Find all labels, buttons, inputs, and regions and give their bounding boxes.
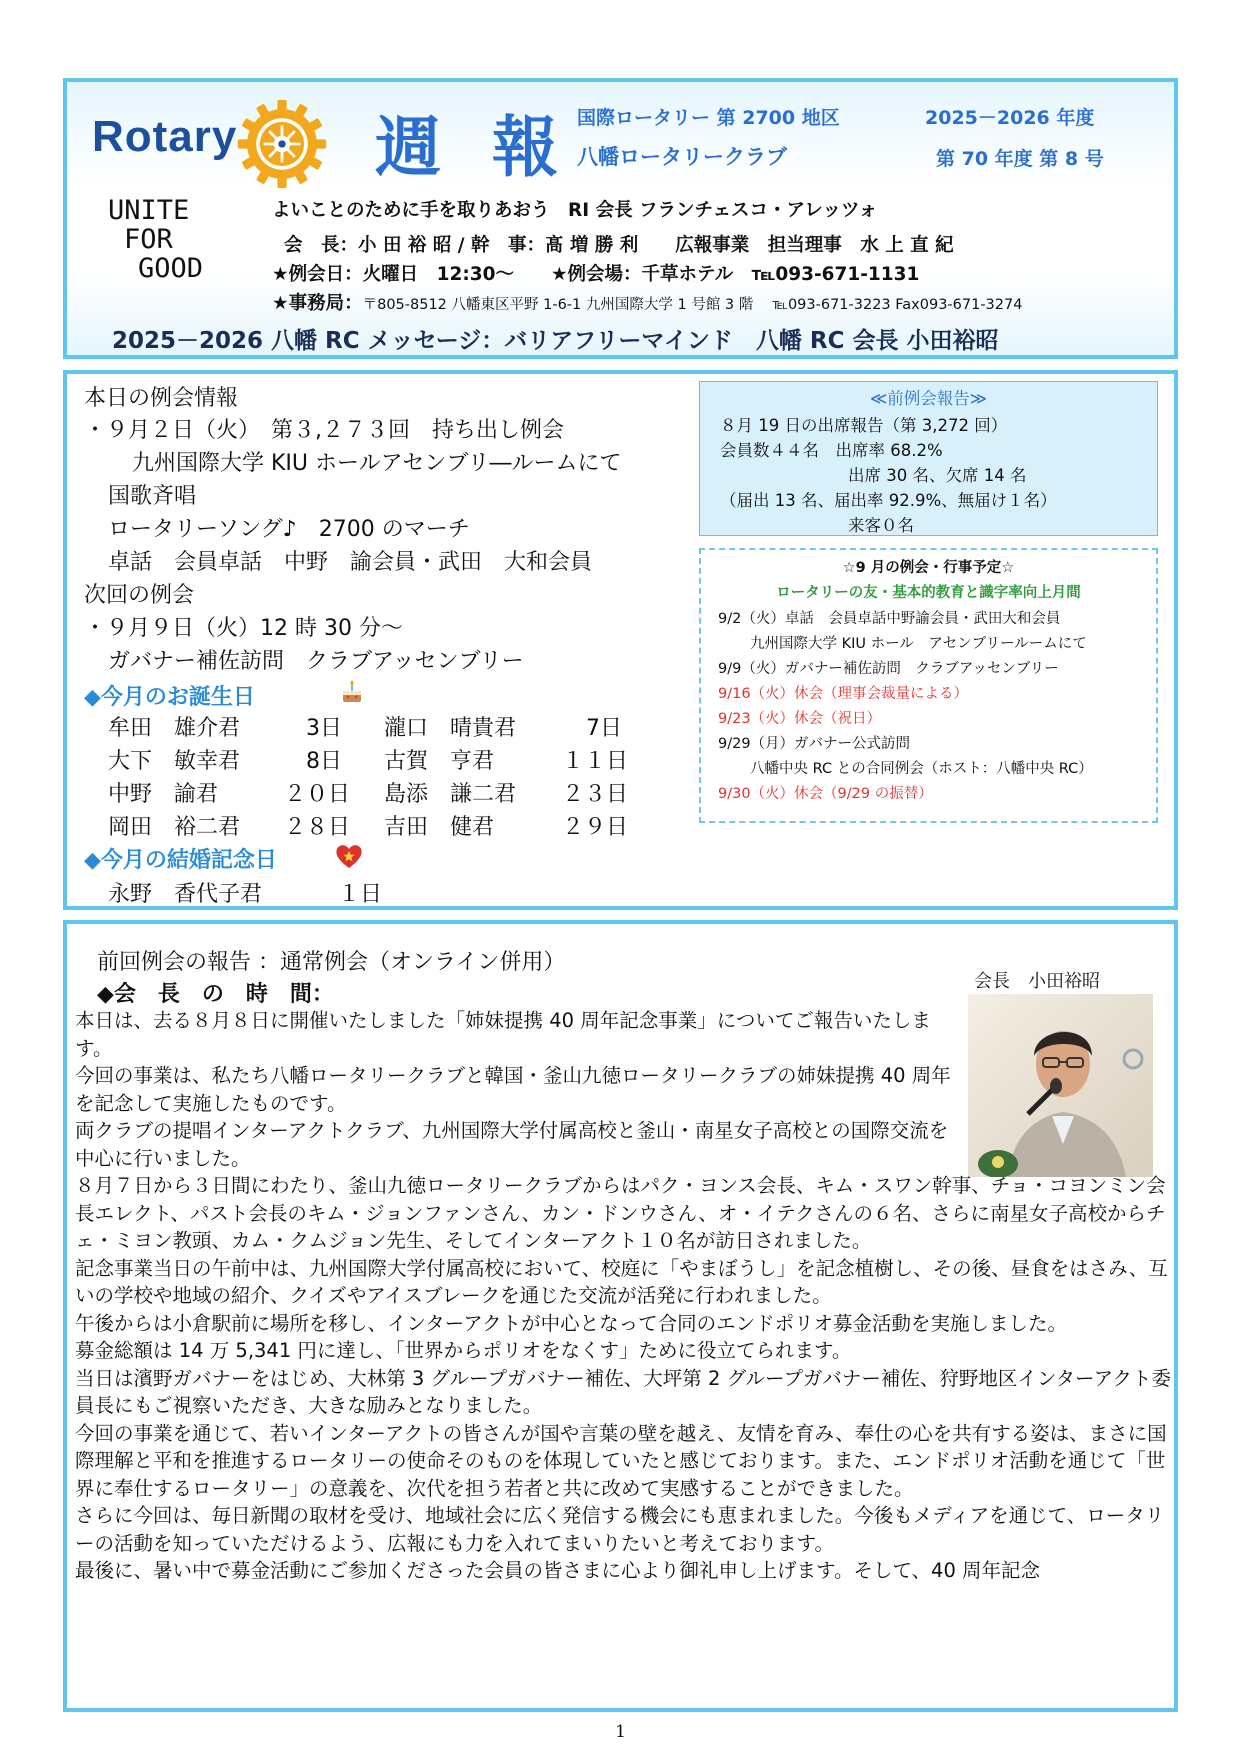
next-heading: 次回の例会 bbox=[84, 583, 195, 608]
attendance-line: 出席 30 名、欠席 14 名 bbox=[848, 466, 1027, 485]
club-message: 2025－2026 八幡 RC メッセージ：バリアフリーマインド 八幡 RC 会長 小田裕昭 bbox=[112, 328, 999, 354]
attendance-line: ８月 19 日の出席報告（第 3,272 回） bbox=[720, 416, 1008, 435]
report-paragraph: さらに今回は、毎日新聞の取材を受け、地域社会に広く発信する機会にも恵まれました。今後もメディアを通じて、ロータリーの活動を知っていただけるよう、広報にも力を入れてまいりたいと考えております。 bbox=[75, 1504, 1165, 1555]
previous-report-heading: ≪前例会報告≫ bbox=[869, 389, 988, 408]
report-paragraph: 記念事業当日の午前中は、九州国際大学付属高校において、校庭に「やまぼうし」を記念植樹し、その後、昼食をはさみ、互いの学校や地域の紹介、クイズやアイスブレークを通じた交流が活発に行われました。 bbox=[75, 1256, 1168, 1307]
birthday-day: 7日 bbox=[586, 716, 622, 741]
birthday-name: 牟田 雄介君 bbox=[108, 716, 241, 741]
report-paragraph: 募金総額は 14 万 5,341 円に達し、「世界からポリオをなくす」ために役立てられます。 bbox=[75, 1339, 852, 1362]
anniversary-heading: ◆今月の結婚記念日 bbox=[84, 848, 277, 873]
anniversary-name: 永野 香代子君 bbox=[108, 882, 263, 907]
birthday-day: １１日 bbox=[562, 749, 629, 774]
schedule-item: 9/30（火）休会（9/29 の振替） bbox=[718, 786, 933, 802]
slogan-line: GOOD bbox=[138, 253, 204, 284]
report-paragraph: 今回の事業を通じて、若いインターアクトの皆さんが国や言葉の壁を越え、友情を育み、奉仕の心を共有する姿は、まさに国際理解と平和を推進するロータリーの使命そのものを体現していたと感じております。また、エンドポリオ活動を通じて「世界に奉仕するロータリー」の意義を、次代を担う若者と共に改めて実感することができました。 bbox=[75, 1421, 1167, 1500]
schedule-item: 9/29（月）ガバナー公式訪問 bbox=[718, 736, 911, 752]
birthday-heading: ◆今月のお誕生日 bbox=[84, 685, 255, 710]
next-line: ガバナー補佐訪問 クラブアッセンブリー bbox=[108, 649, 524, 674]
birthday-day: ２８日 bbox=[284, 815, 351, 840]
birthday-day: 8日 bbox=[306, 749, 342, 774]
report-paragraph: 最後に、暑い中で募金活動にご参加くださった会員の皆さまに心より御礼申し上げます。そして、40 周年記念 bbox=[75, 1559, 1041, 1582]
district-label: 国際ロータリー 第 2700 地区 bbox=[577, 107, 840, 129]
schedule-item: 9/2（火）卓話 会員卓話中野諭会員・武田大和会員 bbox=[718, 611, 1061, 627]
today-line: 国歌斉唱 bbox=[108, 484, 197, 509]
today-line: 九州国際大学 KIU ホールアセンブリ―ルームにて bbox=[132, 451, 622, 476]
today-line: ロータリーソング♪ 2700 のマーチ bbox=[108, 517, 470, 542]
schedule-heading: ☆9 月の例会・行事予定☆ bbox=[842, 560, 1015, 576]
club-name: 八幡ロータリークラブ bbox=[577, 145, 787, 169]
report-paragraph: 午後からは小倉駅前に場所を移し、インターアクトが中心となって合同のエンドポリオ募金活動を実施しました。 bbox=[75, 1311, 1067, 1335]
birthday-name: 吉田 健君 bbox=[384, 815, 495, 840]
birthday-name: 大下 敏幸君 bbox=[108, 749, 241, 774]
slogan-line: FOR bbox=[124, 224, 173, 255]
birthday-name: 岡田 裕二君 bbox=[108, 815, 241, 840]
officers-line: 会 長：小 田 裕 昭 / 幹 事：髙 増 勝 利 広報事業 担当理事 水 上 直 紀 bbox=[284, 235, 954, 256]
schedule-item: 九州国際大学 KIU ホール アセンブリールームにて bbox=[750, 636, 1087, 652]
schedule-item: 9/9（火）ガバナー補佐訪問 クラブアッセンブリー bbox=[718, 661, 1059, 677]
report-paragraph: 当日は濱野ガバナーをはじめ、大林第 3 グループガバナー補佐、大坪第 2 グループガバナー補佐、狩野地区インターアクト委員長にもご視察いただき、大きな励みとなりました。 bbox=[75, 1366, 1171, 1417]
birthday-day: ２３日 bbox=[562, 782, 629, 807]
issue-number: 第 70 年度 第 8 号 bbox=[936, 148, 1104, 170]
schedule-item: 9/16（火）休会（理事会裁量による） bbox=[718, 686, 969, 702]
photo-caption: 会長 小田裕昭 bbox=[974, 971, 1100, 992]
report-paragraph: ８月７日から３日間にわたり、釜山九徳ロータリークラブからはパク・ヨンス会長、キム・スワン幹事、チョ・コヨンミン会長エレクト、パスト会長のキム・ジョンファンさん、カン・ドンウさん、オ・イテクさんの６名、さらに南星女子高校からチェ・ミヨン教頭、カム・クムジョン先生、そしてインターアクト１０名が訪日されました。 bbox=[75, 1174, 1166, 1252]
newsletter-title: 週 報 bbox=[375, 109, 572, 186]
report-paragraph: 今回の事業は、私たち八幡ロータリークラブと韓国・釜山九徳ロータリークラブの姉妹提携 40 周年を記念して実施したものです。 bbox=[75, 1064, 951, 1115]
office-line bbox=[272, 289, 1022, 315]
birthday-name: 中野 諭君 bbox=[108, 782, 219, 807]
anniversary-day: １日 bbox=[338, 882, 383, 907]
schedule-item: 9/23（火）休会（祝日） bbox=[718, 711, 882, 727]
birthday-day: ２０日 bbox=[284, 782, 351, 807]
next-line: ・９月９日（火）12 時 30 分～ bbox=[84, 616, 403, 641]
page-number: 1 bbox=[615, 1722, 626, 1742]
report-paragraph: 本日は、去る８月８日に開催いたしました「姉妹提携 40 周年記念事業」についてご報告いたします。 bbox=[75, 1009, 931, 1060]
report-body bbox=[75, 1007, 1173, 1585]
birthday-name: 瀧口 晴貴君 bbox=[384, 716, 517, 741]
schedule-item: 八幡中央 RC との合同例会（ホスト：八幡中央 RC） bbox=[750, 761, 1093, 777]
report-subheading: ◆会 長 の 時 間： bbox=[97, 982, 334, 1007]
report-paragraph: 両クラブの提唱インターアクトクラブ、九州国際大学付属高校と釜山・南星女子高校との国際交流を中心に行いました。 bbox=[75, 1119, 949, 1170]
heart-icon bbox=[334, 842, 364, 870]
rotary-logo-text: Rotary bbox=[92, 112, 238, 161]
schedule-subheading: ロータリーの友・基本的教育と識字率向上月間 bbox=[776, 585, 1081, 601]
office-label: ★事務局： bbox=[272, 293, 363, 314]
today-heading: 本日の例会情報 bbox=[84, 386, 239, 411]
report-heading: 前回例会の報告 ：通常例会（オンライン併用） bbox=[97, 950, 566, 975]
attendance-line: 来客０名 bbox=[848, 516, 914, 535]
meeting-line: ★例会日：火曜日 12:30～ ★例会場：千草ホテル ℡093-671-1131 bbox=[272, 264, 920, 285]
office-address: 〒805-8512 八幡東区平野 1-6-1 九州国際大学 1 号館 3 階 ℡093-671-3223 Fax093-671-3274 bbox=[362, 297, 1023, 313]
fiscal-year: 2025－2026 年度 bbox=[925, 107, 1095, 129]
attendance-line: （届出 13 名、届出率 92.9%、無届け１名） bbox=[720, 491, 1057, 510]
unite-for-good-slogan bbox=[108, 196, 203, 283]
today-line: 卓話 会員卓話 中野 諭会員・武田 大和会員 bbox=[108, 550, 593, 575]
rotary-wheel-icon bbox=[236, 98, 328, 190]
birthday-day: ２９日 bbox=[562, 815, 629, 840]
ri-theme: よいことのために手を取りあおう RI 会長 フランチェスコ・アレッツォ bbox=[272, 200, 878, 221]
birthday-day: 3日 bbox=[306, 716, 342, 741]
today-line: ・９月２日（火） 第３,２７３回 持ち出し例会 bbox=[84, 418, 564, 443]
attendance-line: 会員数４４名 出席率 68.2% bbox=[720, 441, 943, 460]
slogan-line: UNITE bbox=[108, 195, 190, 226]
cake-icon bbox=[338, 678, 366, 706]
birthday-name: 古賀 亨君 bbox=[384, 749, 495, 774]
birthday-name: 島添 謙二君 bbox=[384, 782, 517, 807]
